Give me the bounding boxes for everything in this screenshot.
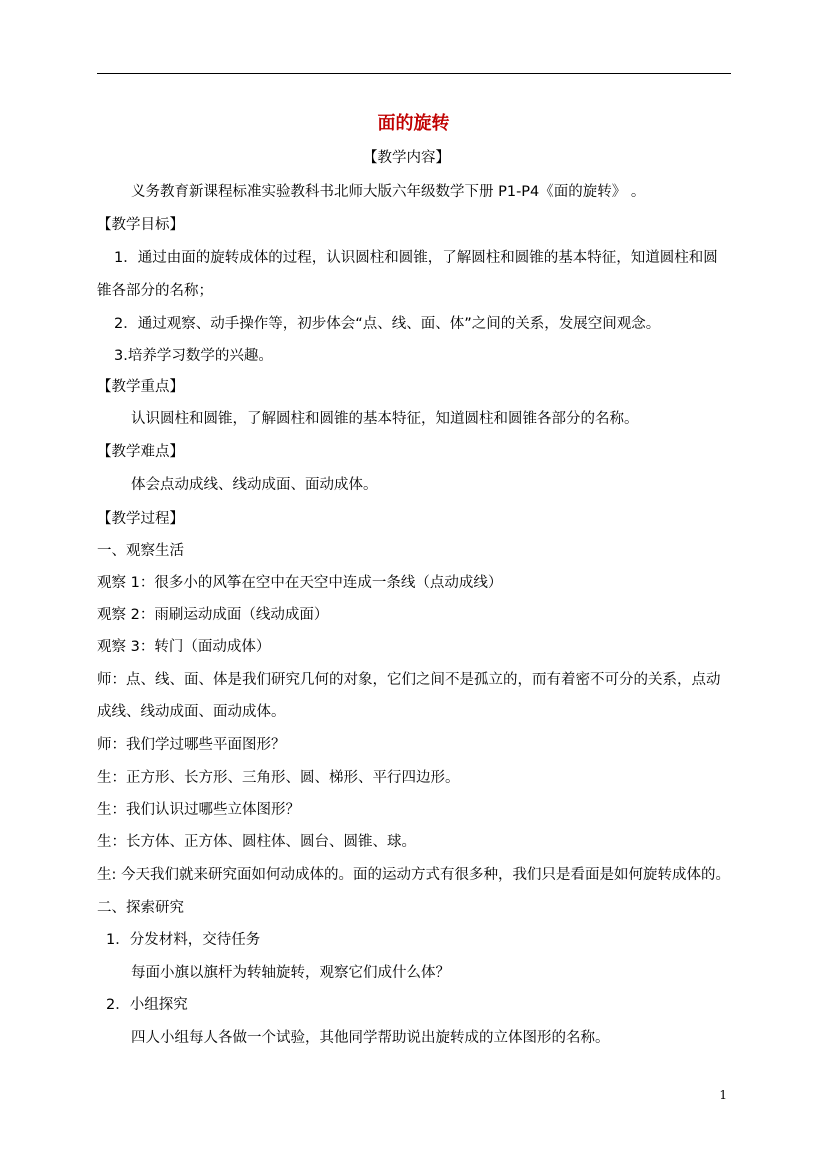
teacher-statement-continued: 成线、线动成面、面动成体。 [97,704,286,720]
teacher-question: 师：我们学过哪些平面图形？ [97,737,286,753]
section-heading-content: 【教学内容】 [363,150,450,166]
observation-3: 观察 3：转门（面动成体） [97,639,271,655]
subsection-explore: 二、探索研究 [97,900,184,916]
step-1-detail: 每面小旗以旗杆为转轴旋转，观察它们成什么体？ [131,965,450,981]
teacher-statement: 师：点、线、面、体是我们研究几何的对象，它们之间不是孤立的，而有着密不可分的关系，点动 [97,672,721,688]
section-heading-process: 【教学过程】 [97,511,184,527]
page-number: 1 [719,1088,727,1102]
student-answer-2: 生：长方体、正方体、圆柱体、圆台、圆锥、球。 [97,834,416,850]
paragraph-focus: 认识圆柱和圆锥，了解圆柱和圆锥的基本特征，知道圆柱和圆锥各部分的名称。 [131,411,639,427]
step-1: 1．分发材料，交待任务 [106,932,261,948]
student-statement: 生: 今天我们就来研究面如何动成体的。面的运动方式有很多种，我们只是看面是如何旋转成体的。 [97,867,730,883]
section-heading-focus: 【教学重点】 [97,379,184,395]
paragraph-difficulty: 体会点动成线、线动成面、面动成体。 [131,477,378,493]
observation-1: 观察 1：很多小的风筝在空中在天空中连成一条线（点动成线） [97,575,503,591]
subsection-observe: 一、观察生活 [97,543,184,559]
section-heading-goals: 【教学目标】 [97,217,184,233]
student-answer-1: 生：正方形、长方形、三角形、圆、梯形、平行四边形。 [97,770,460,786]
goal-item-3: 3.培养学习数学的兴趣。 [114,348,273,364]
observation-2: 观察 2：雨刷运动成面（线动成面） [97,607,329,623]
step-2: 2．小组探究 [106,997,188,1013]
header-rule [97,73,731,74]
section-heading-difficulty: 【教学难点】 [97,444,184,460]
goal-item-2: 2．通过观察、动手操作等，初步体会“点、线、面、体”之间的关系，发展空间观念。 [114,316,661,332]
goal-item-1-continued: 锥各部分的名称； [97,283,213,299]
student-question: 生：我们认识过哪些立体图形？ [97,802,300,818]
page-title: 面的旋转 [377,113,450,134]
paragraph-content: 义务教育新课程标准实验教科书北师大版六年级数学下册 P1-P4《面的旋转》 。 [131,184,646,200]
step-2-detail: 四人小组每人各做一个试验，其他同学帮助说出旋转成的立体图形的名称。 [131,1030,610,1046]
goal-item-1: 1．通过由面的旋转成体的过程，认识圆柱和圆锥，了解圆柱和圆锥的基本特征，知道圆柱和圆 [114,250,718,266]
